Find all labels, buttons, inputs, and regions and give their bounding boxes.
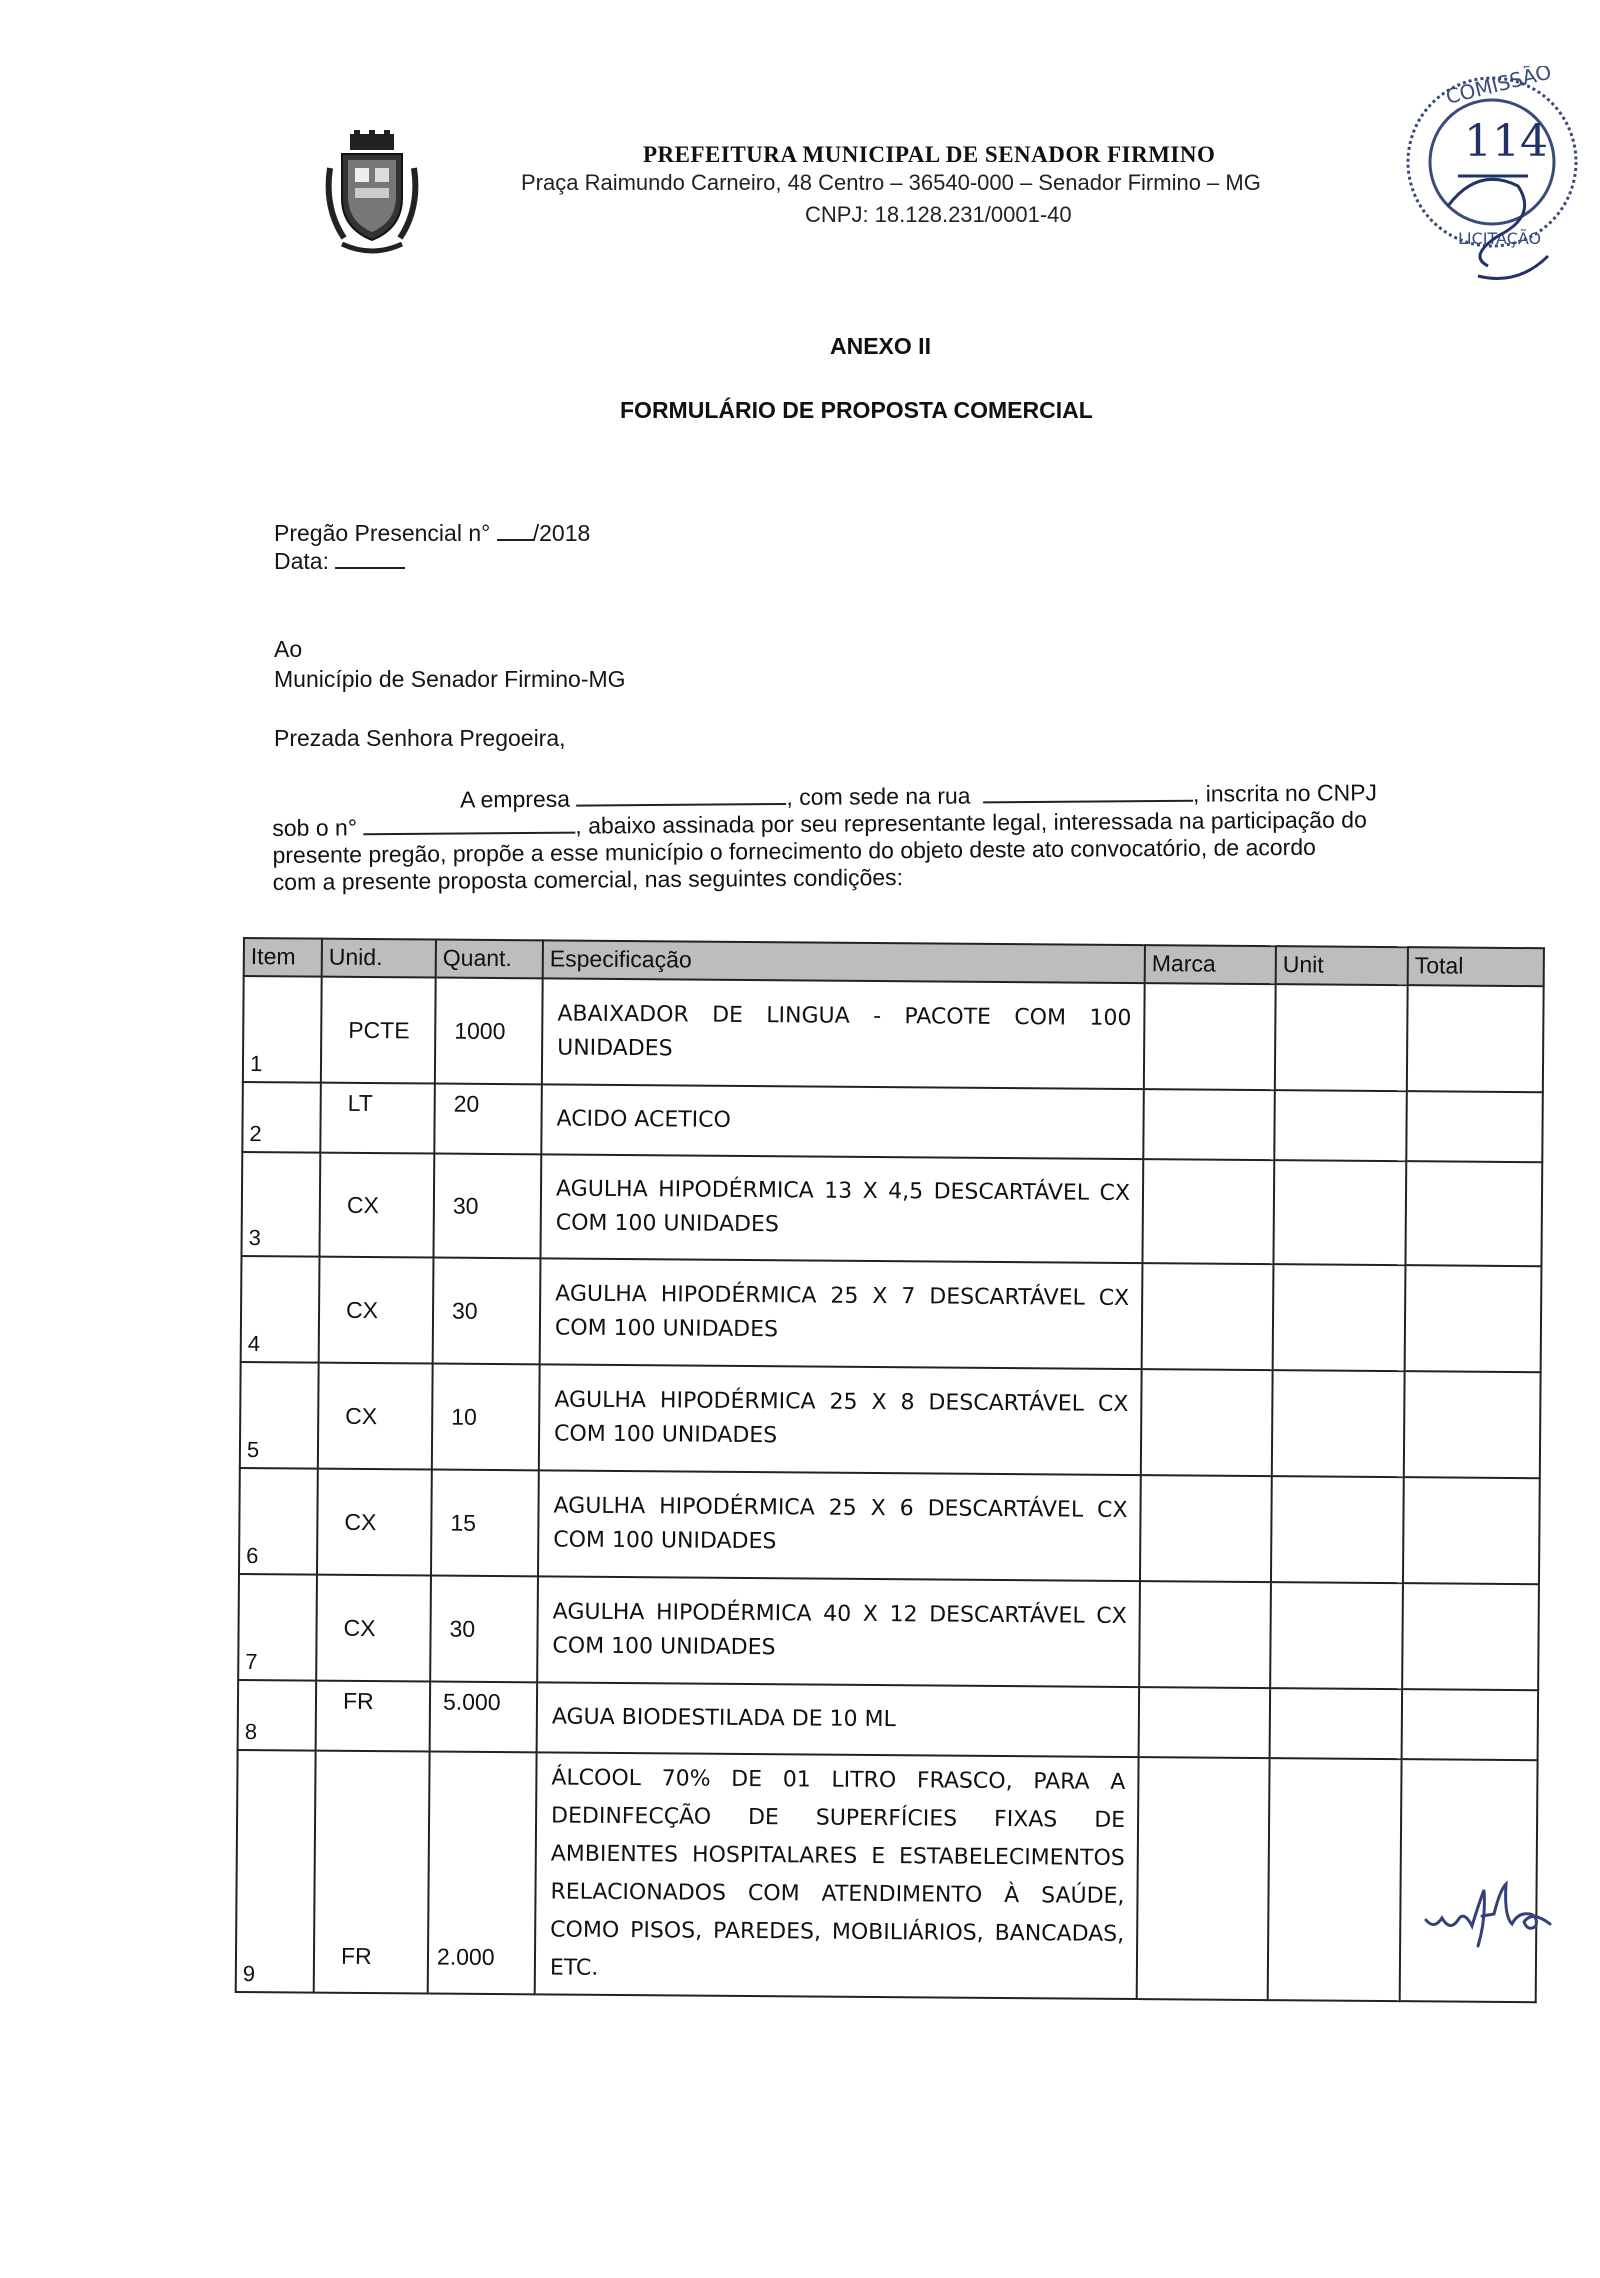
item-specification: AGULHA HIPODÉRMICA 25 X 8 DESCARTÁVEL CX COM 100 UNIDADES <box>539 1364 1142 1475</box>
item-quantity: 30 <box>433 1258 541 1365</box>
date-line <box>274 548 405 575</box>
seal-top-text: COMISSÃO <box>1443 66 1554 109</box>
item-number: 7 <box>238 1574 317 1681</box>
annex-title: ANEXO II <box>830 333 931 359</box>
item-quantity: 10 <box>432 1364 540 1471</box>
unit-price-cell[interactable] <box>1270 1688 1403 1759</box>
item-specification: AGULHA HIPODÉRMICA 25 X 7 DESCARTÁVEL CX COM 100 UNIDADES <box>540 1258 1143 1369</box>
municipality-cnpj: CNPJ: 18.128.231/0001-40 <box>805 202 1072 227</box>
com-sede-text: , com sede na rua <box>786 782 971 810</box>
brand-cell[interactable] <box>1144 983 1276 1090</box>
header-quant: Quant. <box>436 940 543 979</box>
table-row <box>238 1680 1539 1760</box>
item-number: 4 <box>241 1256 320 1363</box>
item-specification: AGULHA HIPODÉRMICA 25 X 6 DESCARTÁVEL CX COM 100 UNIDADES <box>538 1470 1141 1581</box>
header-total: Total <box>1408 947 1544 986</box>
item-unit: FR <box>314 1751 430 1994</box>
header-unid: Unid. <box>322 939 436 978</box>
proposal-paragraph <box>272 778 1493 896</box>
greeting: Prezada Senhora Pregoeira, <box>274 725 566 751</box>
table-row <box>241 1152 1542 1266</box>
item-unit: CX <box>318 1363 433 1470</box>
cnpj-number-blank[interactable] <box>363 814 575 836</box>
item-number: 3 <box>241 1152 320 1257</box>
item-number: 9 <box>236 1750 316 1993</box>
item-specification: ÁLCOOL 70% DE 01 LITRO FRASCO, PARA A DEDINFECÇÃO DE SUPERFÍCIES FIXAS DE AMBIENTES HOSPITALARES E ESTABELECIMENTOS RELACIONADOS COM ATENDIMENTO À SAÚDE, COMO PISOS, PAREDES, MOBILIÁRIOS, BANCADAS, ETC. <box>535 1752 1139 1999</box>
table-row <box>242 1082 1543 1162</box>
item-specification: AGULHA HIPODÉRMICA 40 X 12 DESCARTÁVEL CX COM 100 UNIDADES <box>537 1576 1140 1687</box>
item-quantity: 5.000 <box>430 1681 538 1752</box>
item-unit: LT <box>320 1083 435 1154</box>
unit-price-cell[interactable] <box>1272 1370 1405 1477</box>
item-quantity: 30 <box>433 1154 541 1259</box>
sob-o-n-text: sob o n° <box>272 814 358 841</box>
total-price-cell[interactable] <box>1402 1689 1539 1760</box>
addressee-line-1: Ao <box>274 636 303 662</box>
brand-cell[interactable] <box>1142 1263 1274 1370</box>
brand-cell[interactable] <box>1139 1581 1271 1688</box>
table-row <box>241 1256 1542 1372</box>
table-row <box>236 1750 1538 2002</box>
date-blank[interactable] <box>335 549 405 569</box>
unit-price-cell[interactable] <box>1274 1090 1407 1161</box>
item-unit: PCTE <box>321 977 436 1084</box>
pregao-number-blank[interactable] <box>497 521 533 541</box>
item-quantity: 30 <box>430 1575 538 1682</box>
item-number: 2 <box>242 1082 321 1153</box>
table-row <box>239 1468 1540 1584</box>
municipality-name: PREFEITURA MUNICIPAL DE SENADOR FIRMINO <box>643 142 1216 167</box>
form-title: FORMULÁRIO DE PROPOSTA COMERCIAL <box>620 397 1093 423</box>
item-specification: ACIDO ACETICO <box>541 1084 1144 1159</box>
header-item: Item <box>244 938 322 977</box>
inscrita-text: , inscrita no CNPJ <box>1192 779 1378 807</box>
municipality-address: Praça Raimundo Carneiro, 48 Centro – 36540-000 – Senador Firmino – MG <box>521 170 1261 195</box>
commission-seal-stamp <box>1388 66 1584 296</box>
total-price-cell[interactable] <box>1406 1091 1543 1162</box>
brand-cell[interactable] <box>1142 1159 1274 1264</box>
item-unit: CX <box>317 1469 432 1576</box>
paragraph-line-3: presente pregão, propõe a esse município o fornecimento do objeto deste ato convocatório, de acordo <box>272 833 1316 868</box>
total-price-cell[interactable] <box>1402 1583 1539 1690</box>
item-number: 5 <box>240 1362 319 1469</box>
proposal-items-table <box>235 937 1543 2003</box>
brand-cell[interactable] <box>1140 1475 1272 1582</box>
unit-price-cell[interactable] <box>1275 984 1408 1091</box>
item-number: 1 <box>243 976 322 1083</box>
item-unit: CX <box>319 1153 434 1258</box>
table-row <box>240 1362 1541 1478</box>
item-unit: CX <box>319 1257 434 1364</box>
header-spec: Especificação <box>543 940 1145 983</box>
item-unit: CX <box>316 1575 431 1682</box>
table-row <box>243 976 1544 1092</box>
total-price-cell[interactable] <box>1403 1477 1540 1584</box>
pregao-line <box>274 520 590 547</box>
company-name-blank[interactable] <box>576 785 786 807</box>
addressee-line-2: Município de Senador Firmino-MG <box>274 666 626 692</box>
item-number: 8 <box>238 1680 317 1751</box>
handwritten-signature <box>1420 1880 1570 1950</box>
unit-price-cell[interactable] <box>1273 1160 1406 1265</box>
item-quantity: 20 <box>434 1084 542 1155</box>
header-unit: Unit <box>1276 946 1408 985</box>
total-price-cell[interactable] <box>1407 985 1544 1092</box>
header-marca: Marca <box>1145 945 1276 984</box>
table-row <box>238 1574 1539 1690</box>
date-label: Data: <box>274 548 329 574</box>
pregao-label: Pregão Presencial n° <box>274 520 491 546</box>
seal-bottom-text: LICITAÇÃO <box>1458 229 1542 248</box>
municipal-coat-of-arms <box>322 128 422 260</box>
item-quantity: 1000 <box>435 978 543 1085</box>
unit-price-cell[interactable] <box>1271 1476 1404 1583</box>
item-specification: AGUA BIODESTILADA DE 10 ML <box>537 1682 1140 1757</box>
brand-cell[interactable] <box>1143 1089 1275 1160</box>
brand-cell[interactable] <box>1139 1687 1271 1758</box>
unit-price-cell[interactable] <box>1270 1582 1403 1689</box>
item-specification: AGULHA HIPODÉRMICA 13 X 4,5 DESCARTÁVEL CX COM 100 UNIDADES <box>540 1154 1143 1263</box>
unit-price-cell[interactable] <box>1268 1758 1402 2001</box>
item-quantity: 15 <box>431 1469 539 1576</box>
brand-cell[interactable] <box>1137 1757 1270 2000</box>
total-price-cell[interactable] <box>1405 1161 1542 1266</box>
pregao-year: /2018 <box>532 520 591 546</box>
brand-cell[interactable] <box>1141 1369 1273 1476</box>
item-specification: ABAIXADOR DE LINGUA - PACOTE COM 100 UNIDADES <box>542 978 1145 1089</box>
item-quantity: 2.000 <box>428 1751 537 1994</box>
seal-number: 114 <box>1464 116 1548 167</box>
item-unit: FR <box>316 1681 431 1752</box>
paragraph-rest-1: , abaixo assinada por seu representante legal, interessada na participação do <box>575 806 1367 839</box>
item-number: 6 <box>239 1468 318 1575</box>
total-price-cell[interactable] <box>1405 1265 1542 1372</box>
a-empresa-text: A empresa <box>459 785 571 813</box>
paragraph-line-4: com a presente proposta comercial, nas seguintes condições: <box>272 864 904 895</box>
total-price-cell[interactable] <box>1404 1371 1541 1478</box>
unit-price-cell[interactable] <box>1273 1264 1406 1371</box>
street-blank[interactable] <box>983 782 1193 804</box>
